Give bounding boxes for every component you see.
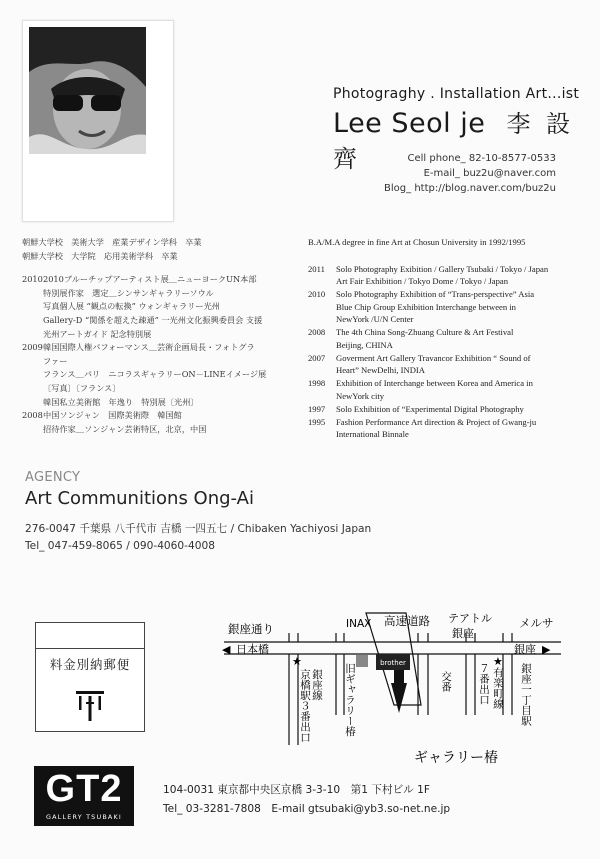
- jp-history-row: [22, 287, 297, 301]
- jp-history-year: 2010: [22, 274, 43, 285]
- email-text: E-mail_ buz2u@naver.com: [423, 168, 556, 179]
- en-history-line: Art Fair Exhibition / Tokyo Dome / Tokyo / Japan: [336, 276, 509, 286]
- phone-text: Cell phone_ 82-10-8577-0533: [407, 153, 556, 164]
- jp-history-year: [22, 355, 43, 369]
- jp-history-year: [22, 300, 43, 314]
- artist-name-kanji: 李 設 齊: [333, 110, 575, 173]
- jp-history-text: Gallery-D “関係を超えた疎通” 一光州文化振興委員会 支援: [43, 314, 263, 325]
- artist-subtitle: Photograghy . Installation Art...ist: [333, 86, 580, 102]
- postal-mark-icon: [76, 691, 104, 721]
- jp-history-row: [22, 382, 297, 396]
- station-star-icon-2: ★: [493, 655, 503, 668]
- en-history-row: [308, 416, 578, 441]
- en-history-row: [308, 288, 578, 326]
- label-kosoku: 高速道路: [384, 614, 430, 628]
- english-profile: [308, 236, 578, 441]
- jp-history-text: 韓国私立美術館 年逸り 特別展〔光州〕: [43, 396, 199, 407]
- jp-history-row: [22, 300, 297, 314]
- jp-history-text: 中国ソンジャン 国際美術際 韓国館: [43, 410, 182, 421]
- jp-history-row: [22, 423, 297, 437]
- en-history-line: NewYork /U/N Center: [336, 314, 414, 324]
- contact-block: [384, 151, 556, 196]
- en-history-year: 1998: [308, 378, 326, 388]
- en-history-year: 2010: [308, 289, 326, 299]
- jp-history-text: 特別展作家 選定＿シンサンギャラリーソウル: [43, 287, 214, 298]
- jp-history-year: [22, 423, 43, 437]
- artist-name-roman: Lee Seol je: [333, 108, 486, 139]
- jp-history-year: [22, 328, 43, 342]
- jp-history-text: 〔写真〕〔フランス〕: [43, 382, 121, 393]
- jp-education-1: 朝鮮大学校 美術大学 産業デザイン学科 卒業: [22, 237, 202, 247]
- en-history-text: [336, 288, 534, 326]
- jp-history-text: 招待作家＿ソンジャン芸術特区，北京，中国: [43, 423, 207, 434]
- agency-address-block: [25, 521, 371, 555]
- label-gallery: ギャラリー椿: [414, 750, 498, 765]
- label-inax: INAX: [346, 618, 372, 630]
- jp-history-row: [22, 328, 297, 342]
- artist-photo: [22, 20, 174, 222]
- jp-history-list: [22, 273, 297, 436]
- jp-history-year: [22, 314, 43, 328]
- en-history-year: 2007: [308, 352, 326, 363]
- jp-history-year: [22, 396, 43, 410]
- label-ginza-east: 銀座: [514, 643, 536, 656]
- en-history-year: 2011: [308, 263, 325, 274]
- jp-history-text: 写真個人展 “観点の転換” ウォンギャラリー光州: [43, 301, 220, 312]
- agency-address-jp: 276-0047 千葉県 八千代市 吉橋 一四五七: [25, 523, 228, 535]
- label-ginza-dori: 銀座通り: [228, 622, 274, 636]
- en-history-year: 1995: [308, 416, 326, 427]
- label-ginza-line: 銀座線: [311, 669, 323, 701]
- label-yurakucho: 有楽町線: [492, 667, 504, 709]
- en-history-line: Heart” NewDelhi, INDIA: [336, 365, 426, 375]
- postage-box: [35, 622, 145, 732]
- jp-history-row: [22, 355, 297, 369]
- en-history-row: [308, 377, 578, 402]
- en-history-year: 2008: [308, 327, 326, 337]
- en-history-line: The 4th China Song-Zhuang Culture & Art Festival: [336, 327, 514, 337]
- postage-label: 料金別納郵便: [49, 657, 131, 672]
- jp-history-year: [22, 382, 43, 396]
- en-history-text: [336, 377, 533, 402]
- japanese-profile: [22, 236, 297, 436]
- gallery-arrow-icon: [391, 670, 407, 713]
- en-history-line: Solo Exhibition of “Experimental Digital Photography: [336, 403, 524, 414]
- en-history-line: Solo Photography Exhibition of “Trans-perspective” Asia: [336, 289, 535, 299]
- access-map: [216, 605, 568, 765]
- jp-history-text: フランス＿パリ ニコラスギャラリーON－LINEイメージ展: [43, 369, 267, 380]
- jp-history-row: [22, 368, 297, 382]
- jp-history-year: 2008: [22, 410, 43, 421]
- jp-history-text: 2010ブルーチップアーティスト展＿ニューヨークUN本部: [43, 274, 257, 285]
- en-history-row: [308, 352, 578, 377]
- en-history-text: [336, 352, 531, 377]
- label-koban: 交番: [440, 671, 452, 692]
- jp-history-text: 光州アートガイド 記念特別展: [43, 328, 152, 339]
- gallery-address-block: [163, 781, 450, 819]
- portrait-image: [29, 27, 146, 154]
- gallery-logo-big: GT2: [45, 768, 123, 810]
- en-history-text: [336, 263, 548, 288]
- en-history-row: [308, 263, 578, 288]
- agency-label: AGENCY: [25, 470, 81, 485]
- jp-history-row: [22, 409, 297, 423]
- gallery-logo-small: GALLERY TSUBAKI: [46, 813, 122, 821]
- arrow-right-icon: ▶: [542, 643, 551, 656]
- gallery-address: 104-0031 東京都中央区京橋 3-3-10 第1 下村ビル 1F: [163, 784, 430, 796]
- old-gallery-marker: [356, 655, 368, 667]
- jp-history-row: [22, 273, 297, 287]
- jp-history-text: ファー: [43, 355, 68, 366]
- agency-name: Art Communitions Ong-Ai: [25, 488, 254, 509]
- label-theatre: テアトル: [448, 612, 492, 625]
- en-history-line: Goverment Art Gallery Travancor Exhibition “ Sound of: [336, 352, 531, 363]
- label-exit7: ７番出口: [478, 663, 490, 705]
- jp-history-year: [22, 287, 43, 301]
- label-kyobashi-exit: 京橋駅３番出口: [299, 669, 311, 743]
- label-theatre-ginza: 銀座: [452, 627, 474, 640]
- en-history-year: 1997: [308, 403, 326, 414]
- agency-tel: Tel_ 047-459-8065 / 090-4060-4008: [25, 540, 215, 552]
- en-history-text: [336, 416, 536, 441]
- jp-education-2: 朝鮮大学校 大学院 応用美術学科 卒業: [22, 250, 178, 261]
- label-nihonbashi: 日本橋: [236, 643, 269, 656]
- jp-history-row: [22, 341, 297, 355]
- en-history-text: [336, 326, 513, 351]
- en-history-line: Exhibition of Interchange between Korea and America in: [336, 378, 533, 388]
- en-history-list: [308, 263, 578, 441]
- en-history-line: Blue Chip Group Exhibition Interchange between in: [336, 301, 516, 312]
- label-ginza1: 銀座一丁目駅: [520, 663, 532, 726]
- en-history-line: Solo Photography Exibition / Gallery Tsubaki / Tokyo / Japan: [336, 263, 549, 274]
- en-history-line: Fashion Performance Art direction & Project of Gwang-ju: [336, 416, 537, 427]
- label-melsa: メルサ: [519, 616, 554, 630]
- en-history-row: [308, 326, 578, 351]
- arrow-left-icon: ◀: [222, 643, 231, 656]
- en-history-line: Beijing, CHINA: [336, 339, 393, 350]
- en-history-row: [308, 403, 578, 416]
- jp-history-row: [22, 396, 297, 410]
- agency-address-en: Chibaken Yachiyosi Japan: [237, 523, 372, 535]
- agency-address: [25, 521, 371, 538]
- jp-history-text: 韓国国際人権パフォーマンス＿芸術企画局長・フォトグラ: [43, 342, 255, 353]
- jp-history-year: 2009: [22, 342, 43, 353]
- brother-label: brother: [380, 659, 406, 667]
- blog-link[interactable]: Blog_ http://blog.naver.com/buz2u: [384, 183, 556, 194]
- gallery-contact: Tel_ 03-3281-7808 E-mail gtsubaki@yb3.so-net.ne.jp: [163, 803, 451, 815]
- postage-box-top: [36, 623, 144, 649]
- jp-history-row: [22, 314, 297, 328]
- en-history-text: [336, 403, 524, 416]
- agency-address-sep: /: [227, 523, 238, 535]
- label-old-gallery: 旧ギャラリー椿: [344, 663, 356, 737]
- en-degree: B.A/M.A degree in fine Art at Chosun University in 1992/1995: [308, 237, 526, 247]
- photo-caption-space: [29, 159, 167, 215]
- en-history-line: NewYork city: [336, 390, 385, 401]
- gallery-logo: [34, 766, 134, 826]
- jp-history-year: [22, 368, 43, 382]
- station-star-icon: ★: [292, 655, 302, 668]
- en-history-line: International Binnale: [336, 429, 409, 439]
